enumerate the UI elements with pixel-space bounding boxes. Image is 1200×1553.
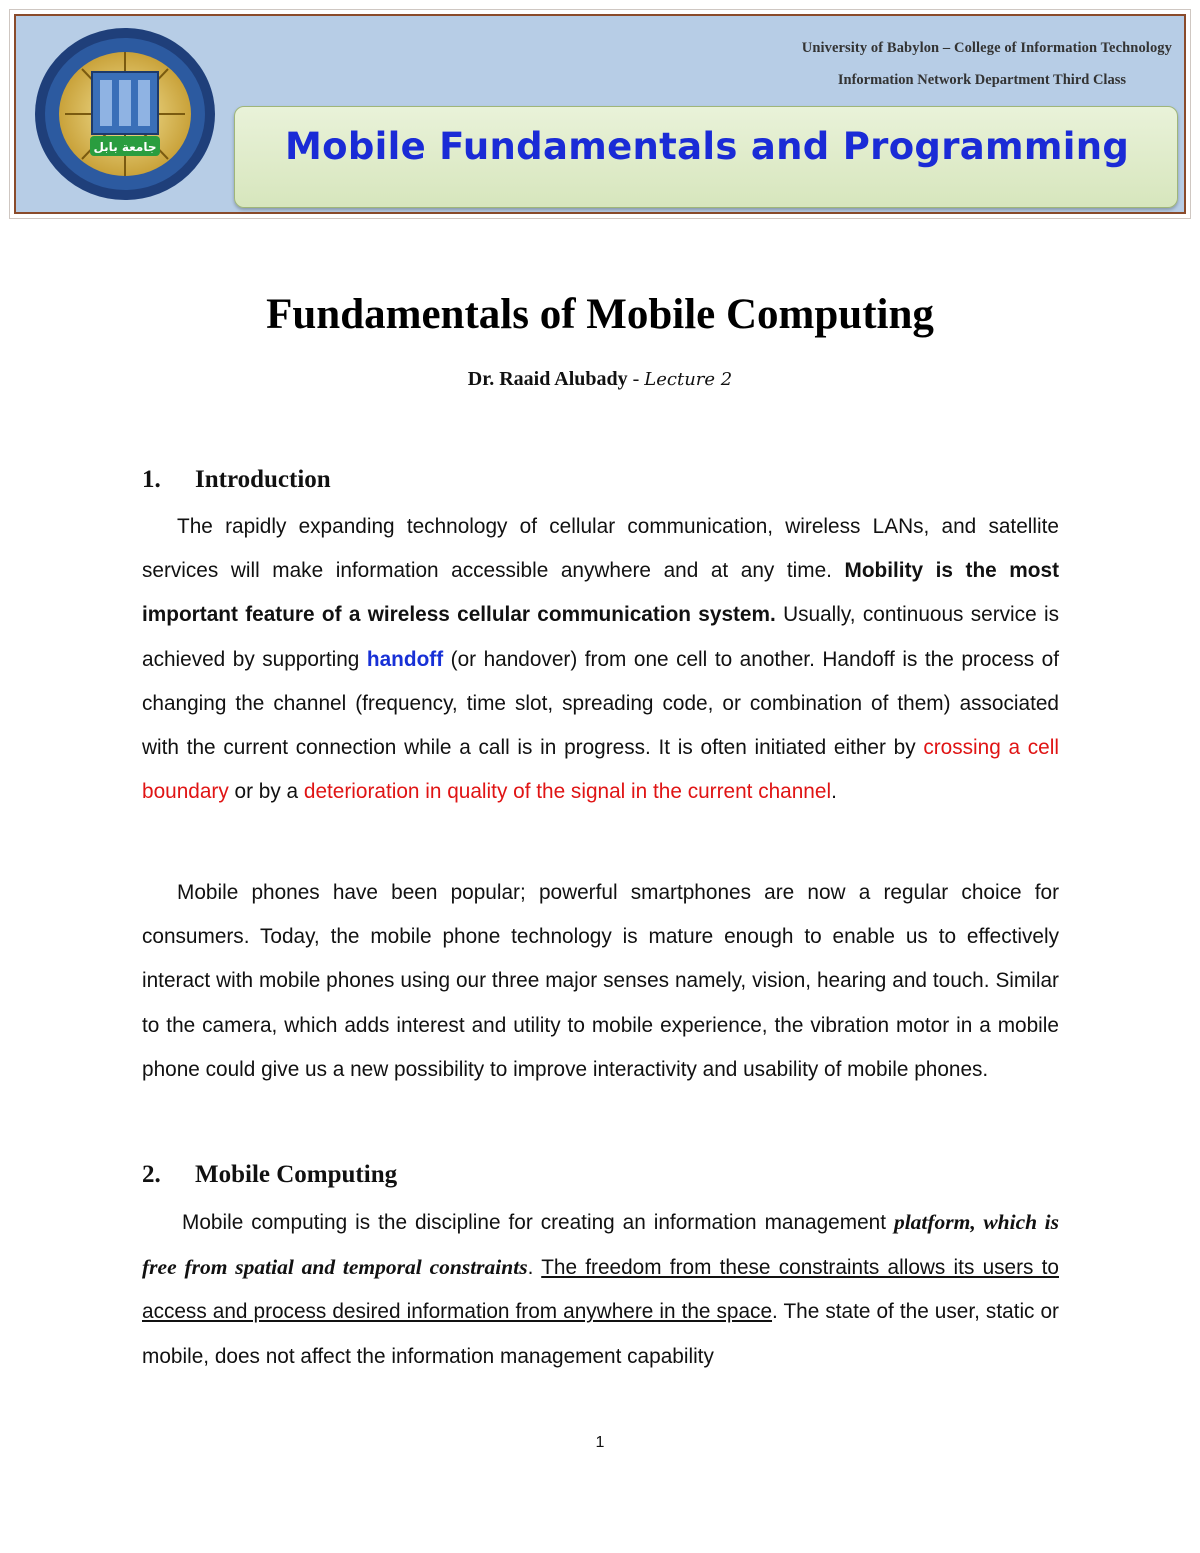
text-run: or by a (228, 780, 304, 804)
bold-text: Mobility is the most important feature of a wireless cellular communication system. (142, 559, 1059, 627)
university-line: University of Babylon – College of Information Technology (801, 40, 1172, 56)
text-run: . (527, 1256, 542, 1280)
paragraph-mobile-computing-1 (142, 1200, 1059, 1379)
section-title: Mobile Computing (195, 1161, 398, 1188)
text-run: . (831, 780, 837, 804)
bold-italic-text: platform, which is free from spatial and temporal constraints (142, 1210, 1059, 1280)
section-number: 2. (142, 1161, 161, 1188)
text-run: The rapidly expanding technology of cellular communication, wireless LANs, and satellite services will make information accessible anywhere and at any time. (142, 515, 1059, 583)
red-emphasis: deterioration in quality of the signal in the current channel (303, 780, 832, 804)
course-title: Mobile Fundamentals and Programming (285, 125, 1130, 168)
text-run: Mobile computing is the discipline for creating an information management (182, 1211, 894, 1234)
paragraph-introduction-2 (142, 871, 1059, 1092)
text-run: (or handover) from one cell to another. Handoff is the process of changing the channel (frequency, time slot, spreading code, or combination of them) associated with the current connection while a call is in progress. It is often initiated either by (142, 647, 1060, 760)
red-emphasis: crossing a cell boundary (142, 736, 1059, 804)
highlight-term-handoff: handoff (366, 647, 444, 671)
header-banner (14, 14, 1186, 214)
seal-lettering: جامعة بابل (93, 140, 157, 154)
text-run: Usually, continuous service is achieved by supporting (142, 603, 1059, 671)
text-run: Mobile phones have been popular; powerful smartphones are now a regular choice for consumers. Today, the mobile phone technology is mature enough to enable us to effectively interact with mobile phones using our three major senses namely, vision, hearing and touch. Similar to the camera, which adds interest and utility to mobile experience, the vibration motor in a mobile phone could give us a new possibility to improve interactivity and usability of mobile phones. (142, 881, 1059, 1081)
author-name: Dr. Raaid Alubady (467, 368, 628, 390)
department-line: Information Network Department Third Class (837, 72, 1126, 88)
lecture-label: Lecture 2 (644, 369, 733, 390)
text-run: . The state of the user, static or mobile, does not affect the information management capability (142, 1300, 1059, 1368)
byline-separator: - (627, 368, 645, 390)
course-title-box (234, 106, 1178, 208)
section-number: 1. (142, 466, 161, 493)
document-title: Fundamentals of Mobile Computing (266, 291, 934, 338)
section-heading-introduction (142, 466, 331, 494)
section-title: Introduction (195, 466, 331, 493)
university-seal-icon (30, 24, 220, 204)
section-heading-mobile-computing (142, 1161, 397, 1189)
byline (0, 368, 1200, 391)
underlined-text: The freedom from these constraints allows its users to access and process desired information from anywhere in the space (142, 1256, 1059, 1324)
paragraph-introduction-1 (142, 505, 1059, 814)
page-number: 1 (595, 1434, 605, 1451)
